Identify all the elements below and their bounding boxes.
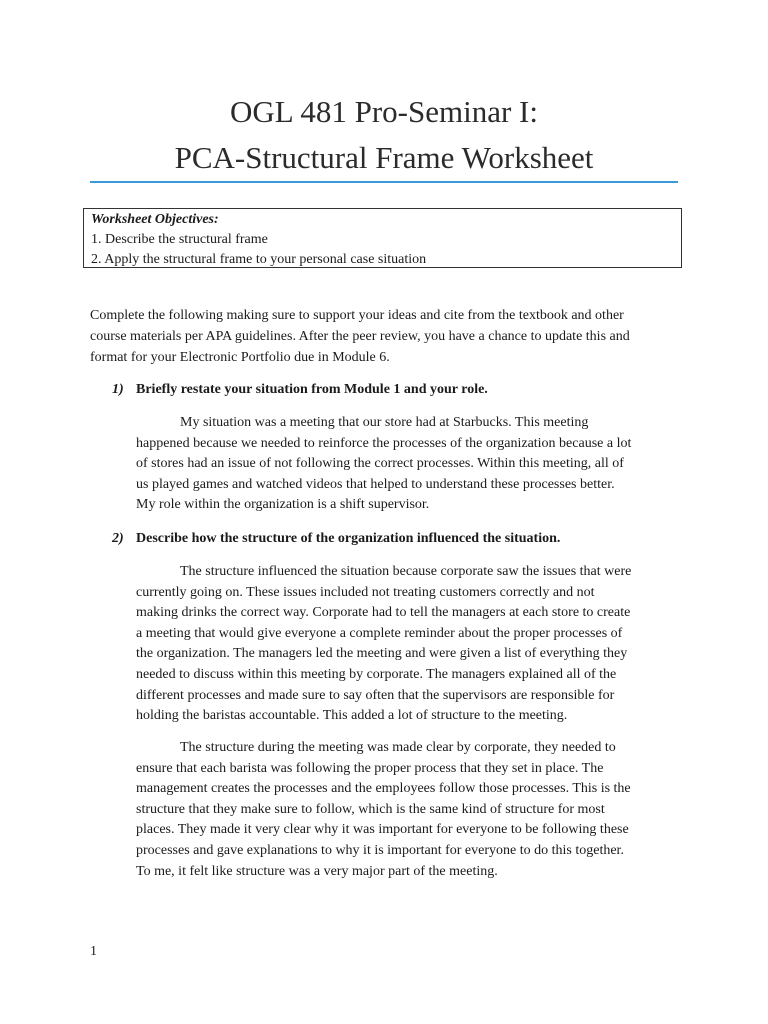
answer-line: happened because we needed to reinforce the processes of the organization because a lot [136, 435, 632, 451]
document-title-line-1: OGL 481 Pro-Seminar I: [230, 94, 538, 129]
answer-line: structure that they make sure to follow, which is the same kind of structure for most [136, 801, 605, 817]
title-divider [90, 181, 678, 183]
document-title-line-2: PCA-Structural Frame Worksheet [174, 140, 594, 175]
question-1-text: Briefly restate your situation from Module 1 and your role. [136, 382, 488, 397]
answer-line: processes and gave explanations to why it is important for everyone to do this together. [136, 842, 624, 858]
instructions-line: course materials per APA guidelines. After the peer review, you have a chance to update this and [90, 329, 630, 344]
question-2-answer-paragraph-2 [136, 738, 696, 882]
question-1-number: 1) [112, 382, 124, 397]
answer-line: places. They made it very clear why it was important for everyone to be following these [136, 822, 629, 838]
answer-line: different processes and made sure to say often that the supervisors are responsible for [136, 687, 615, 703]
answer-line: making drinks the correct way. Corporate had to tell the managers at each store to create [136, 605, 631, 621]
answer-line: a meeting that would give everyone a complete reminder about the proper processes of [136, 625, 623, 641]
question-1-answer [136, 413, 696, 516]
answer-line: management creates the processes and the employees follow those processes. This is the [136, 781, 631, 797]
answer-line: holding the baristas accountable. This added a lot of structure to the meeting. [136, 708, 568, 724]
answer-line: us played games and watched videos that helped to understand these processes better. [136, 476, 615, 492]
answer-line: currently going on. These issues included not treating customers correctly and not [136, 584, 595, 600]
question-2-number: 2) [112, 531, 124, 546]
question-2-text: Describe how the structure of the organization influenced the situation. [136, 531, 561, 546]
answer-line: needed to discuss within this meeting by corporate. The managers explained all of the [136, 666, 617, 682]
page-number: 1 [90, 944, 97, 959]
question-2 [112, 529, 560, 549]
answer-line: My situation was a meeting that our store had at Starbucks. This meeting [180, 415, 589, 430]
instructions-paragraph [90, 305, 690, 368]
answer-line: My role within the organization is a shift supervisor. [136, 497, 430, 513]
instructions-line: format for your Electronic Portfolio due in Module 6. [90, 350, 390, 365]
answer-line: ensure that each barista was following the proper process that they set in place. The [136, 760, 604, 776]
objectives-heading: Worksheet Objectives: [91, 212, 219, 227]
answer-line: of stores had an issue of not following the correct processes. Within this meeting, all of [136, 456, 624, 472]
question-2-answer-paragraph-1 [136, 562, 696, 727]
objective-item-1: 1. Describe the structural frame [91, 232, 268, 247]
answer-line: the organization. The managers led the meeting and were given a list of everything they [136, 646, 628, 662]
worksheet-objectives-box [83, 208, 682, 268]
answer-line: To me, it felt like structure was a very major part of the meeting. [136, 863, 498, 879]
question-1 [112, 380, 488, 400]
instructions-line: Complete the following making sure to support your ideas and cite from the textbook and other [90, 308, 624, 323]
objective-item-2: 2. Apply the structural frame to your personal case situation [91, 252, 427, 267]
answer-line: The structure influenced the situation because corporate saw the issues that were [180, 564, 632, 579]
answer-line: The structure during the meeting was made clear by corporate, they needed to [180, 740, 616, 755]
